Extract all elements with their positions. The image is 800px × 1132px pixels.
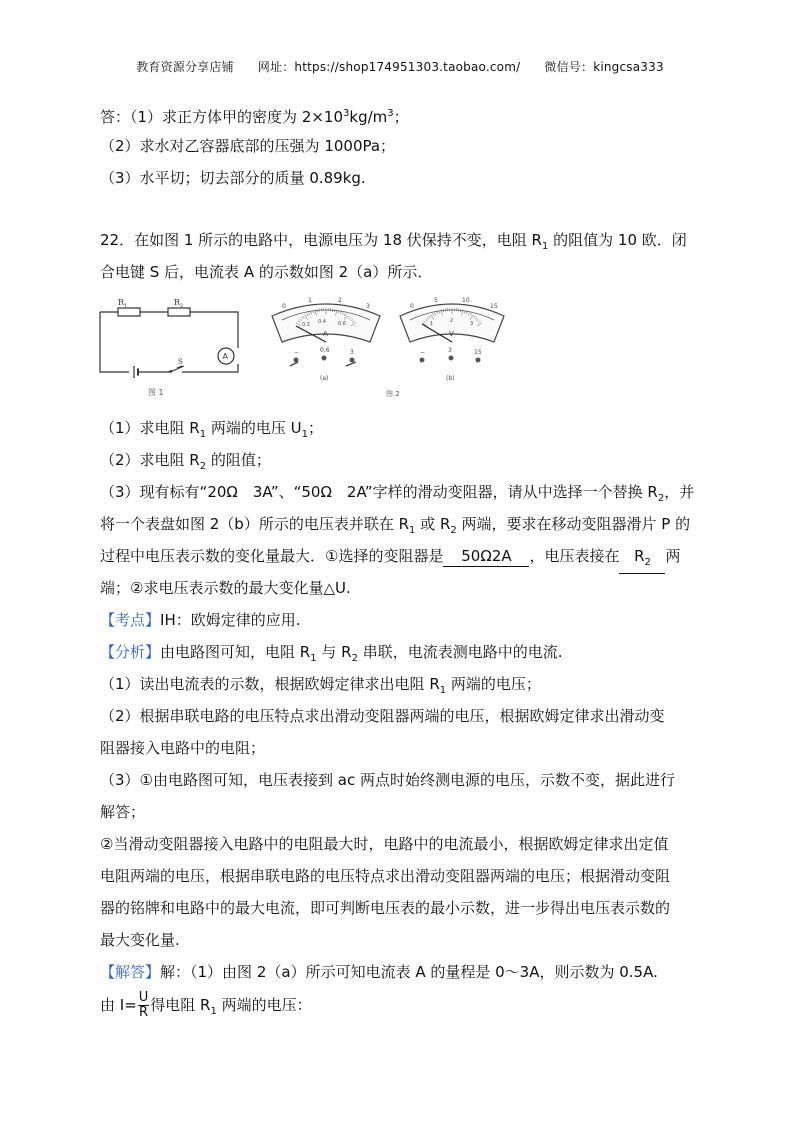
resistor-r2: [168, 308, 190, 316]
text: 由电路图可知，电阻 R: [160, 643, 311, 661]
subq-2: [100, 450, 710, 477]
subscript: 2: [351, 653, 358, 664]
text: 两端的电压：: [216, 996, 312, 1014]
text: ，并: [664, 483, 695, 501]
wechat-label: 微信号：: [544, 60, 594, 74]
text: 得电阻 R: [150, 996, 211, 1014]
text: 与 R: [316, 643, 352, 661]
fenxi-line-7: ②当滑动变阻器接入电路中的电阻最大时，电路中的电流最小，根据欧姆定律求出定值: [100, 835, 669, 853]
ammeter-unit: A: [323, 330, 328, 338]
url-label: 网址：: [257, 60, 295, 74]
subscript: 1: [301, 429, 309, 440]
voltmeter-top-5: 5: [434, 297, 438, 304]
label-r2-sub: 2: [180, 303, 184, 309]
voltmeter-bottom-2: 2: [450, 318, 454, 324]
subscript: 1: [199, 429, 207, 440]
label-switch: S: [178, 358, 183, 366]
subscript: 1: [409, 525, 416, 536]
subscript: 2: [657, 493, 665, 504]
voltmeter-top-0: 0: [410, 303, 414, 310]
text: 两: [665, 547, 681, 565]
subscript: 2: [644, 557, 651, 568]
shop-url-line: [258, 60, 521, 74]
fenxi-line-2: [100, 674, 710, 701]
text: （2）求电阻 R: [100, 451, 200, 469]
prev-answer-1: [100, 104, 710, 127]
text: （1）读出电流表的示数，根据欧姆定律求出电阻 R: [100, 675, 440, 693]
ammeter-label: (a): [320, 375, 329, 382]
ammeter-bottom-2: 0.6: [338, 321, 346, 327]
voltmeter-top-10: 10: [462, 297, 470, 304]
ammeter-term-3: 3: [350, 349, 354, 356]
prev-answer-3: （3）水平切；切去部分的质量 0.89kg.: [100, 169, 366, 187]
jieda-tag: 【解答】: [100, 963, 161, 981]
subscript: 2: [199, 461, 207, 472]
text: ，电压表接在: [529, 547, 620, 565]
wechat-id: kingcsa333: [593, 60, 664, 74]
text: 两端，要求在移动变阻器滑片 P 的: [456, 515, 691, 533]
subscript: 1: [541, 241, 549, 252]
kaodian-line: [100, 610, 710, 630]
subq-3-line-2: [100, 514, 710, 541]
ammeter-top-0: 0: [282, 303, 286, 310]
fenxi-line-5: （3）①由电路图可知，电压表接到 ac 两点时始终测电源的电压，示数不变，据此进行: [100, 771, 675, 789]
subq-1: [100, 418, 710, 445]
label-ammeter: A: [222, 352, 228, 361]
text: 的阻值；: [206, 451, 271, 469]
fraction-numerator: U: [138, 990, 149, 1005]
subscript: 1: [210, 1006, 217, 1017]
subq-3-line-1: [100, 482, 710, 509]
text: 的阻值为 10 欧．闭: [548, 231, 687, 249]
jieda-line-2: [100, 990, 710, 1027]
voltmeter-unit: V: [449, 330, 454, 338]
fenxi-line-1: [100, 642, 710, 669]
prev-answer-2: （2）求水对乙容器底部的压强为 1000Pa；: [100, 137, 396, 155]
voltmeter-bottom-1: 1: [430, 321, 434, 327]
subscript: 2: [450, 525, 457, 536]
voltmeter-label: (b): [446, 375, 455, 382]
ohm-law-fraction: [138, 991, 150, 1020]
resistor-r1: [118, 308, 140, 316]
question-22-line-1: [100, 230, 710, 257]
ammeter-term-neg: −: [294, 349, 300, 356]
text: ；: [393, 108, 409, 126]
ammeter-top-1: 1: [308, 297, 312, 304]
question-22-line-2: 合电键 S 后，电流表 A 的示数如图 2（a）所示．: [100, 263, 433, 281]
text: 两端的电压 U: [206, 419, 302, 437]
fenxi-line-6: 解答；: [100, 803, 146, 821]
voltmeter-top-15: 15: [490, 303, 498, 310]
fenxi-line-4: 阻器接入电路中的电阻；: [100, 739, 266, 757]
subq-3-line-3: [100, 546, 710, 574]
voltmeter-term-neg: −: [420, 349, 426, 356]
text: 或 R: [415, 515, 451, 533]
text: （3）现有标有“20Ω 3A”、“50Ω 2A”字样的滑动变阻器，请从中选择一个替换 R: [100, 483, 658, 501]
figure-2-meters: [266, 294, 514, 404]
text: 将一个表盘如图 2（b）所示的电压表并联在 R: [100, 515, 410, 533]
superscript: 3: [343, 108, 350, 119]
text: 22．在如图 1 所示的电路中，电源电压为 18 伏保持不变，电阻 R: [100, 231, 542, 249]
wechat-line: [544, 60, 663, 74]
text: 串联，电流表测电路中的电流.: [357, 643, 563, 661]
text: kg/m: [349, 108, 388, 126]
figure-2-caption: 图 2: [386, 390, 400, 398]
text: IH：欧姆定律的应用.: [160, 611, 301, 629]
text: 过程中电压表示数的变化量最大．①选择的变阻器是: [100, 547, 444, 565]
text: 由 I=: [100, 996, 137, 1014]
ammeter-bottom-0: 0.2: [302, 322, 310, 328]
fenxi-line-3: （2）根据串联电路的电压特点求出滑动变阻器两端的电压，根据欧姆定律求出滑动变: [100, 707, 665, 725]
shop-name: 教育资源分享店铺: [136, 60, 234, 74]
subscript: 1: [439, 685, 447, 696]
voltmeter-term-3: 3: [448, 347, 452, 354]
fraction-denominator: R: [139, 1005, 149, 1020]
text: ；: [308, 419, 324, 437]
text: 两端的电压；: [446, 675, 541, 693]
jieda-line-1: [100, 962, 710, 982]
ammeter-top-2: 2: [338, 297, 342, 304]
fenxi-line-10: 最大变化量.: [100, 931, 180, 949]
label-r1-sub: 1: [124, 303, 128, 309]
voltmeter-bottom-3: 3: [470, 321, 474, 327]
answer-blank-rheostat: 50Ω2A: [443, 546, 529, 567]
figure-1-caption: 图 1: [148, 388, 164, 397]
fenxi-tag: 【分析】: [100, 643, 161, 661]
fenxi-line-9: 器的铭牌和电路中的最大电流，即可判断电压表的最小示数，进一步得出电压表示数的: [100, 899, 671, 917]
shop-url[interactable]: https://shop174951303.taobao.com/: [294, 60, 521, 74]
fenxi-line-8: 电阻两端的电压，根据串联电路的电压特点求出滑动变阻器两端的电压；根据滑动变阻: [100, 867, 671, 885]
subscript: 1: [310, 653, 317, 664]
subq-3-line-4: 端；②求电压表示数的最大变化量△U.: [100, 579, 351, 597]
kaodian-tag: 【考点】: [100, 611, 161, 629]
ammeter-term-06: 0.6: [320, 347, 330, 354]
ammeter-top-3: 3: [366, 303, 370, 310]
superscript: 3: [387, 108, 394, 119]
label-r2: R: [174, 298, 181, 307]
text: R: [634, 547, 645, 565]
label-r1: R: [118, 298, 125, 307]
text: （1）求电阻 R: [100, 419, 200, 437]
page-header: [0, 58, 800, 75]
voltmeter-term-15: 15: [474, 349, 482, 356]
figure-1-circuit: [96, 296, 246, 400]
text: 解：（1）由图 2（a）所示可知电流表 A 的量程是 0～3A，则示数为 0.5A.: [160, 963, 658, 981]
answer-blank-resistor: [619, 546, 665, 574]
text: 答：（1）求正方体甲的密度为 2×10: [100, 108, 344, 126]
ammeter-bottom-1: 0.4: [318, 319, 326, 325]
